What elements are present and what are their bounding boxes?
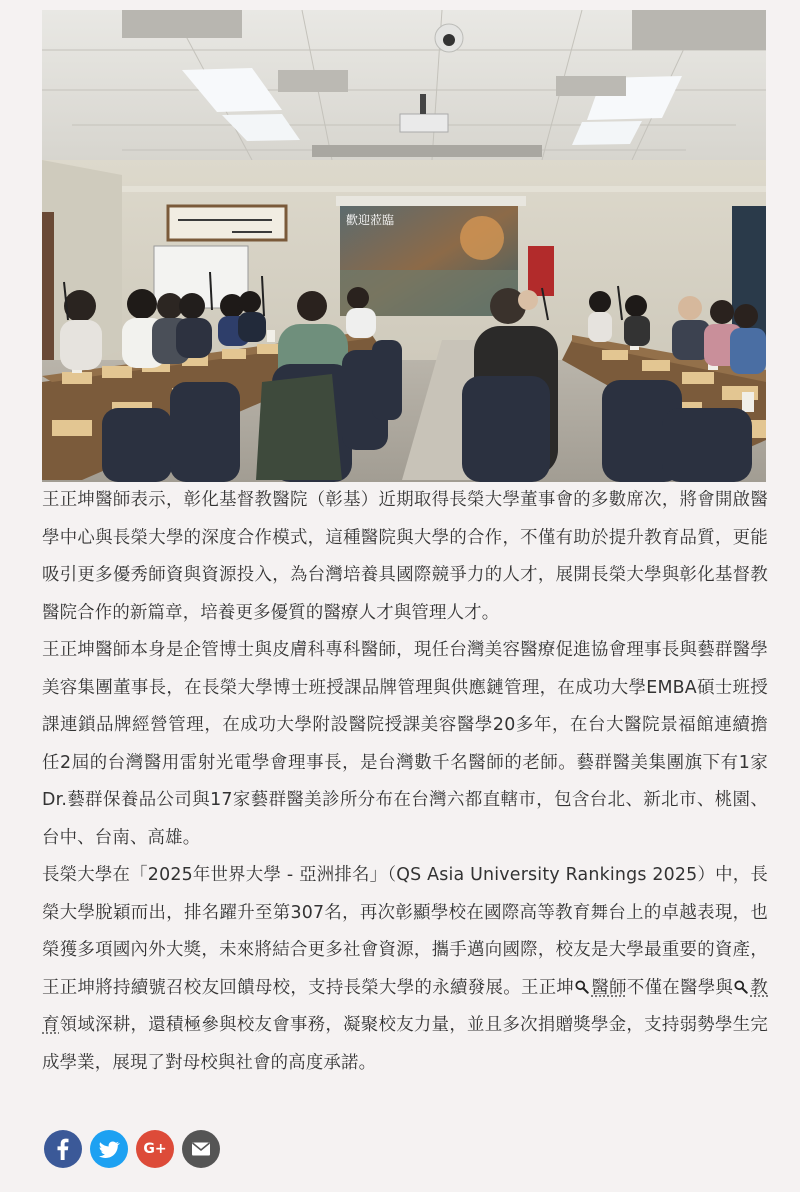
paragraph-3-text-a: 長榮大學在「2025年世界大學 - 亞洲排名」（QS Asia University Rankings 2025）中，長榮大學脫穎而出，排名躍升至第307名，再次彰顯學校在國際高等教育舞台上的卓越表現，也榮獲多項國內外大獎，未來將結合更多社會資源，攜手邁向國際，校友是大學最重要的資產，王正坤將持續號召校友回饋母校，支持長榮大學的永續發展。王正坤 — [42, 865, 768, 998]
facebook-share-button[interactable] — [44, 1130, 82, 1168]
search-icon[interactable] — [575, 980, 589, 994]
keyword-link-education[interactable]: 教育 — [42, 977, 769, 1035]
twitter-icon — [90, 1130, 128, 1168]
share-bar — [44, 1130, 220, 1168]
paragraph-3 — [42, 857, 768, 1082]
paragraph-3-text-c: 領域深耕，還積極參與校友會事務，凝聚校友力量，並且多次捐贈獎學金，支持弱勢學生完成學業，展現了對母校與社會的高度承諾。 — [42, 1015, 768, 1073]
email-share-button[interactable] — [182, 1130, 220, 1168]
facebook-icon — [44, 1130, 82, 1168]
search-icon[interactable] — [734, 980, 748, 994]
paragraph-1: 王正坤醫師表示，彰化基督教醫院（彰基）近期取得長榮大學董事會的多數席次，將會開啟醫學中心與長榮大學的深度合作模式，這種醫院與大學的合作，不僅有助於提升教育品質，更能吸引更多優秀師資與資源投入，為台灣培養具國際競爭力的人才，展開長榮大學與彰化基督教醫院合作的新篇章，培養更多優質的醫療人才與管理人才。 — [42, 490, 768, 623]
google-plus-share-button[interactable] — [136, 1130, 174, 1168]
screen-caption: 歡迎蒞臨 — [346, 213, 395, 227]
keyword-link-doctor[interactable]: 醫師 — [591, 977, 627, 998]
google-plus-label: G+ — [143, 1141, 167, 1157]
paragraph-3-text-b: 不僅在醫學與 — [626, 977, 734, 998]
conference-room-photo — [42, 10, 766, 482]
paragraph-2: 王正坤醫師本身是企管博士與皮膚科專科醫師，現任台灣美容醫療促進協會理事長與藝群醫學美容集團董事長，在長榮大學博士班授課品牌管理與供應鏈管理，在成功大學EMBA碩士班授課連鎖品牌經營管理，在成功大學附設醫院授課美容醫學20多年，在台大醫院景福館連續擔任2屆的台灣醫用雷射光電學會理事長，是台灣數千名醫師的老師。藝群醫美集團旗下有1家Dr.藝群保養品公司與17家藝群醫美診所分布在台灣六都直轄市，包含台北、新北市、桃園、台中、台南、高雄。 — [42, 640, 768, 848]
article-body — [42, 482, 768, 1082]
envelope-icon — [182, 1130, 220, 1168]
twitter-share-button[interactable] — [90, 1130, 128, 1168]
